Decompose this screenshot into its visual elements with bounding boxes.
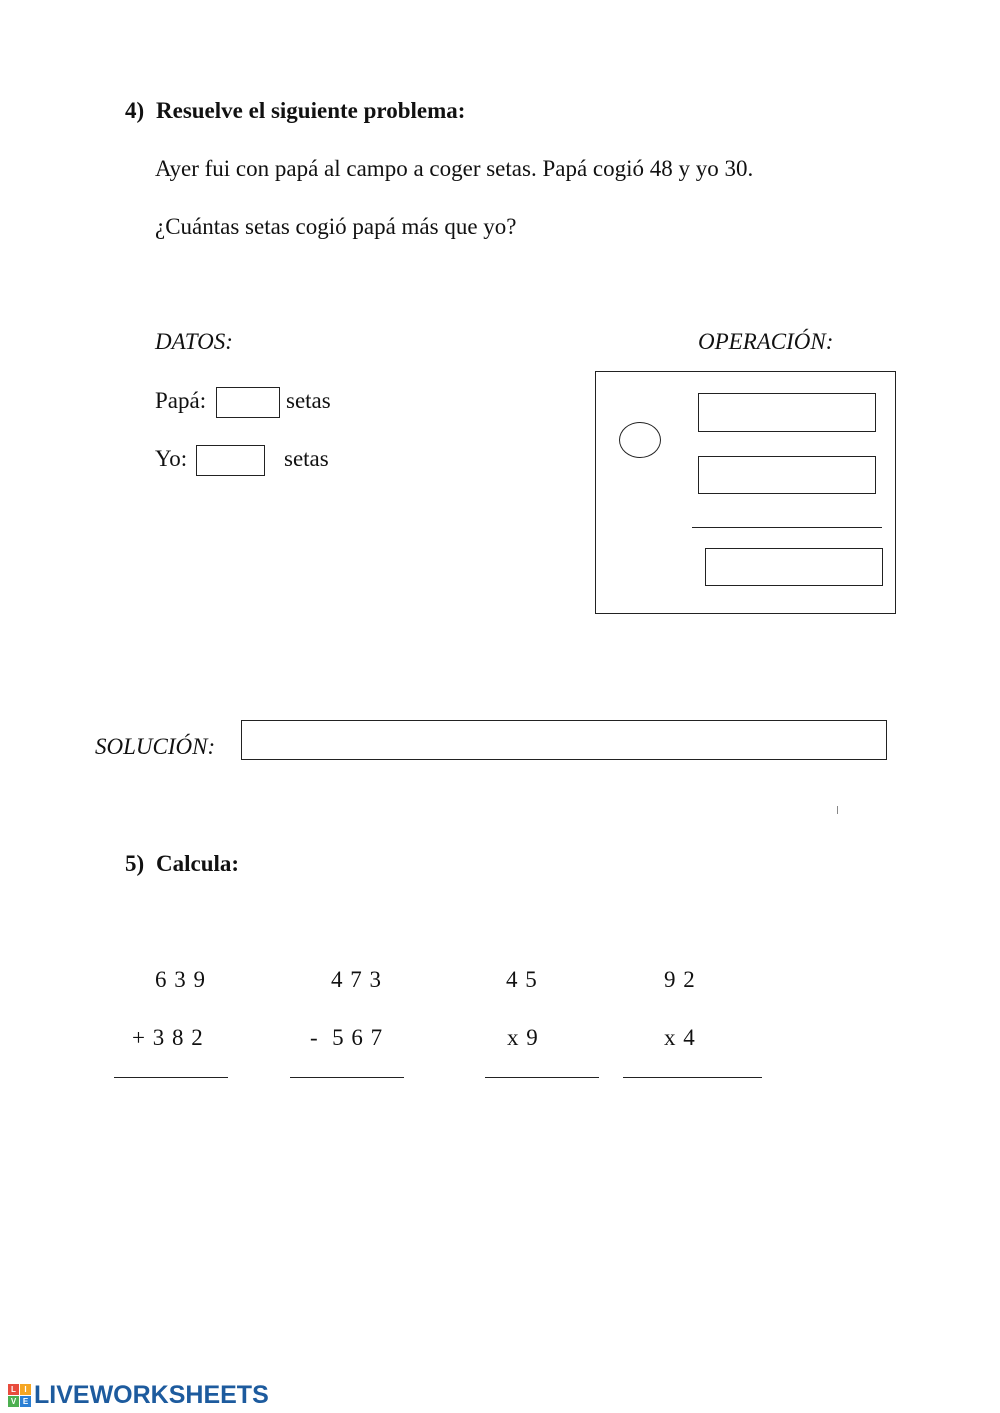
liveworksheets-logo: [8, 1380, 269, 1410]
yo-label: Yo:: [155, 446, 188, 471]
papa-label: Papá:: [155, 388, 207, 413]
stray-mark: [837, 806, 838, 814]
problem4-question: ¿Cuántas setas cogió papá más que yo?: [155, 214, 517, 239]
calc-4-top: 9 2: [664, 967, 696, 992]
calc-1-bottom: + 3 8 2: [132, 1025, 204, 1050]
logo-letter-e: E: [20, 1396, 31, 1407]
calc-4-line: [623, 1077, 762, 1078]
calc-2-bottom: - 5 6 7: [310, 1025, 384, 1050]
calc-2-top: 4 7 3: [331, 967, 382, 992]
datos-label: DATOS:: [155, 329, 233, 354]
calc-1-line: [114, 1077, 228, 1078]
yo-unit: setas: [284, 446, 329, 471]
solucion-input[interactable]: [241, 720, 887, 760]
problem5-number: 5): [125, 851, 145, 876]
calc-1-top: 6 3 9: [155, 967, 206, 992]
brand-name: LIVEWORKSHEETS: [34, 1380, 269, 1409]
problem4-statement: Ayer fui con papá al campo a coger setas. Papá cogió 48 y yo 30.: [155, 156, 754, 181]
calc-4-bottom: x 4: [664, 1025, 696, 1050]
operation-result-input[interactable]: [705, 548, 883, 586]
logo-letter-l: L: [8, 1384, 19, 1395]
problem5-title: Calcula:: [156, 851, 240, 876]
calc-3-top: 4 5: [506, 967, 538, 992]
logo-grid-icon: [8, 1384, 31, 1407]
calc-3-bottom: x 9: [507, 1025, 539, 1050]
operation-sign-input[interactable]: [619, 422, 661, 458]
yo-answer-input[interactable]: [196, 445, 265, 476]
operation-result-line: [692, 527, 882, 528]
operation-second-number-input[interactable]: [698, 456, 876, 494]
papa-unit: setas: [286, 388, 331, 413]
calc-3-line: [485, 1077, 599, 1078]
papa-answer-input[interactable]: [216, 387, 280, 418]
operacion-label: OPERACIÓN:: [698, 329, 834, 354]
operation-first-number-input[interactable]: [698, 393, 876, 432]
problem4-number: 4): [125, 98, 145, 123]
operation-panel: [595, 371, 896, 614]
logo-letter-i: I: [20, 1384, 31, 1395]
problem4-title: Resuelve el siguiente problema:: [156, 98, 466, 123]
logo-letter-v: V: [8, 1396, 19, 1407]
solucion-label: SOLUCIÓN:: [95, 734, 216, 759]
calc-2-line: [290, 1077, 404, 1078]
